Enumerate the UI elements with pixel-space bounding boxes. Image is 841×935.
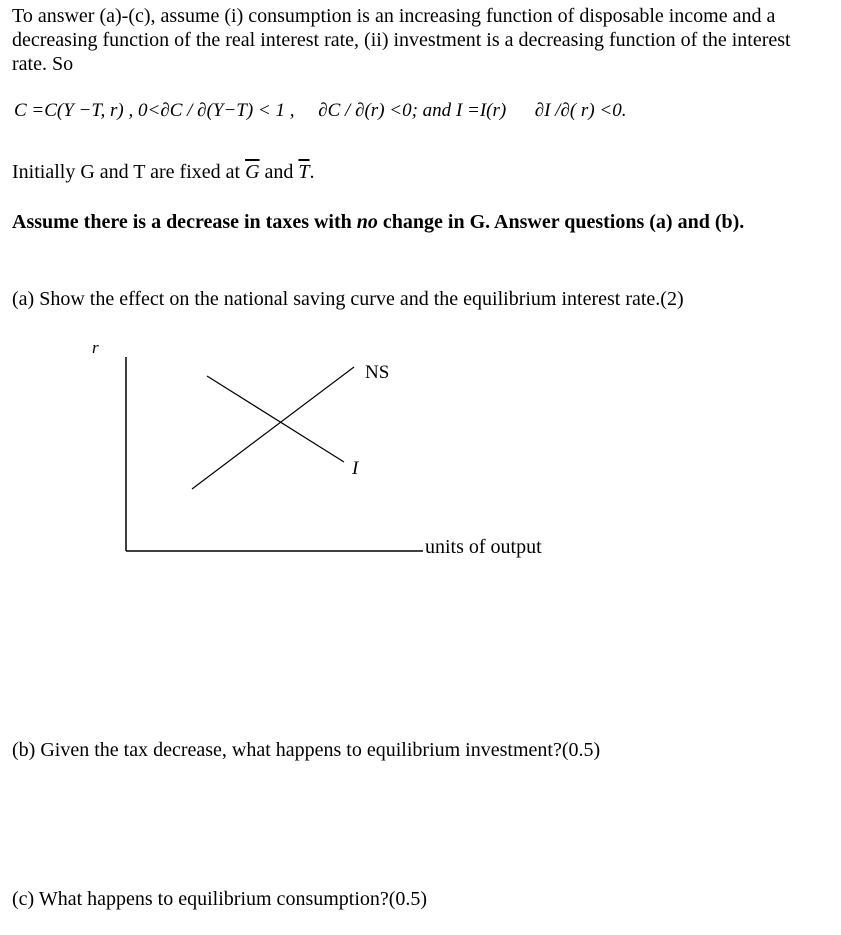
initial-prefix: Initially G and T are fixed at xyxy=(12,161,241,183)
mpc-condition: 0<∂C / ∂(Y−T) < 1 , xyxy=(138,100,295,121)
question-b: (b) Given the tax decrease, what happens to equilibrium investment?(0.5) xyxy=(12,739,601,761)
t-bar: $\overline{T}$ xyxy=(298,161,310,183)
investment-function: I =I(r) xyxy=(455,100,507,121)
di-dr-condition: ∂I /∂( r) <0. xyxy=(534,100,627,121)
consumption-function: C =C(Y −T, r) , xyxy=(14,100,134,121)
g-bar: $\overline{G}$ xyxy=(245,161,260,183)
ns-label: NS xyxy=(365,362,390,383)
intro-paragraph: To answer (a)-(c), assume (i) consumption is an increasing function of disposable income and a decreasing function of the real interest rate, (ii) investment is a decreasing function of the interest rate. So xyxy=(12,5,791,75)
question-a: (a) Show the effect on the national saving curve and the equilibrium interest rate.(2) xyxy=(12,288,684,310)
x-axis-label: units of output xyxy=(425,536,542,558)
investment-curve xyxy=(207,376,344,462)
initial-and: and xyxy=(264,161,294,183)
dc-dr-condition: ∂C / ∂(r) <0; and xyxy=(318,100,452,121)
y-axis-label: r xyxy=(92,338,99,357)
initial-suffix: . xyxy=(309,161,315,183)
assumption-no: no xyxy=(356,211,378,233)
assumption-part2: change in G. Answer questions (a) and (b). xyxy=(382,211,745,233)
assumption-part1: Assume there is a decrease in taxes with xyxy=(12,211,352,233)
investment-label: I xyxy=(352,458,359,479)
ns-curve xyxy=(192,367,354,489)
question-c: (c) What happens to equilibrium consumption?(0.5) xyxy=(12,888,428,910)
